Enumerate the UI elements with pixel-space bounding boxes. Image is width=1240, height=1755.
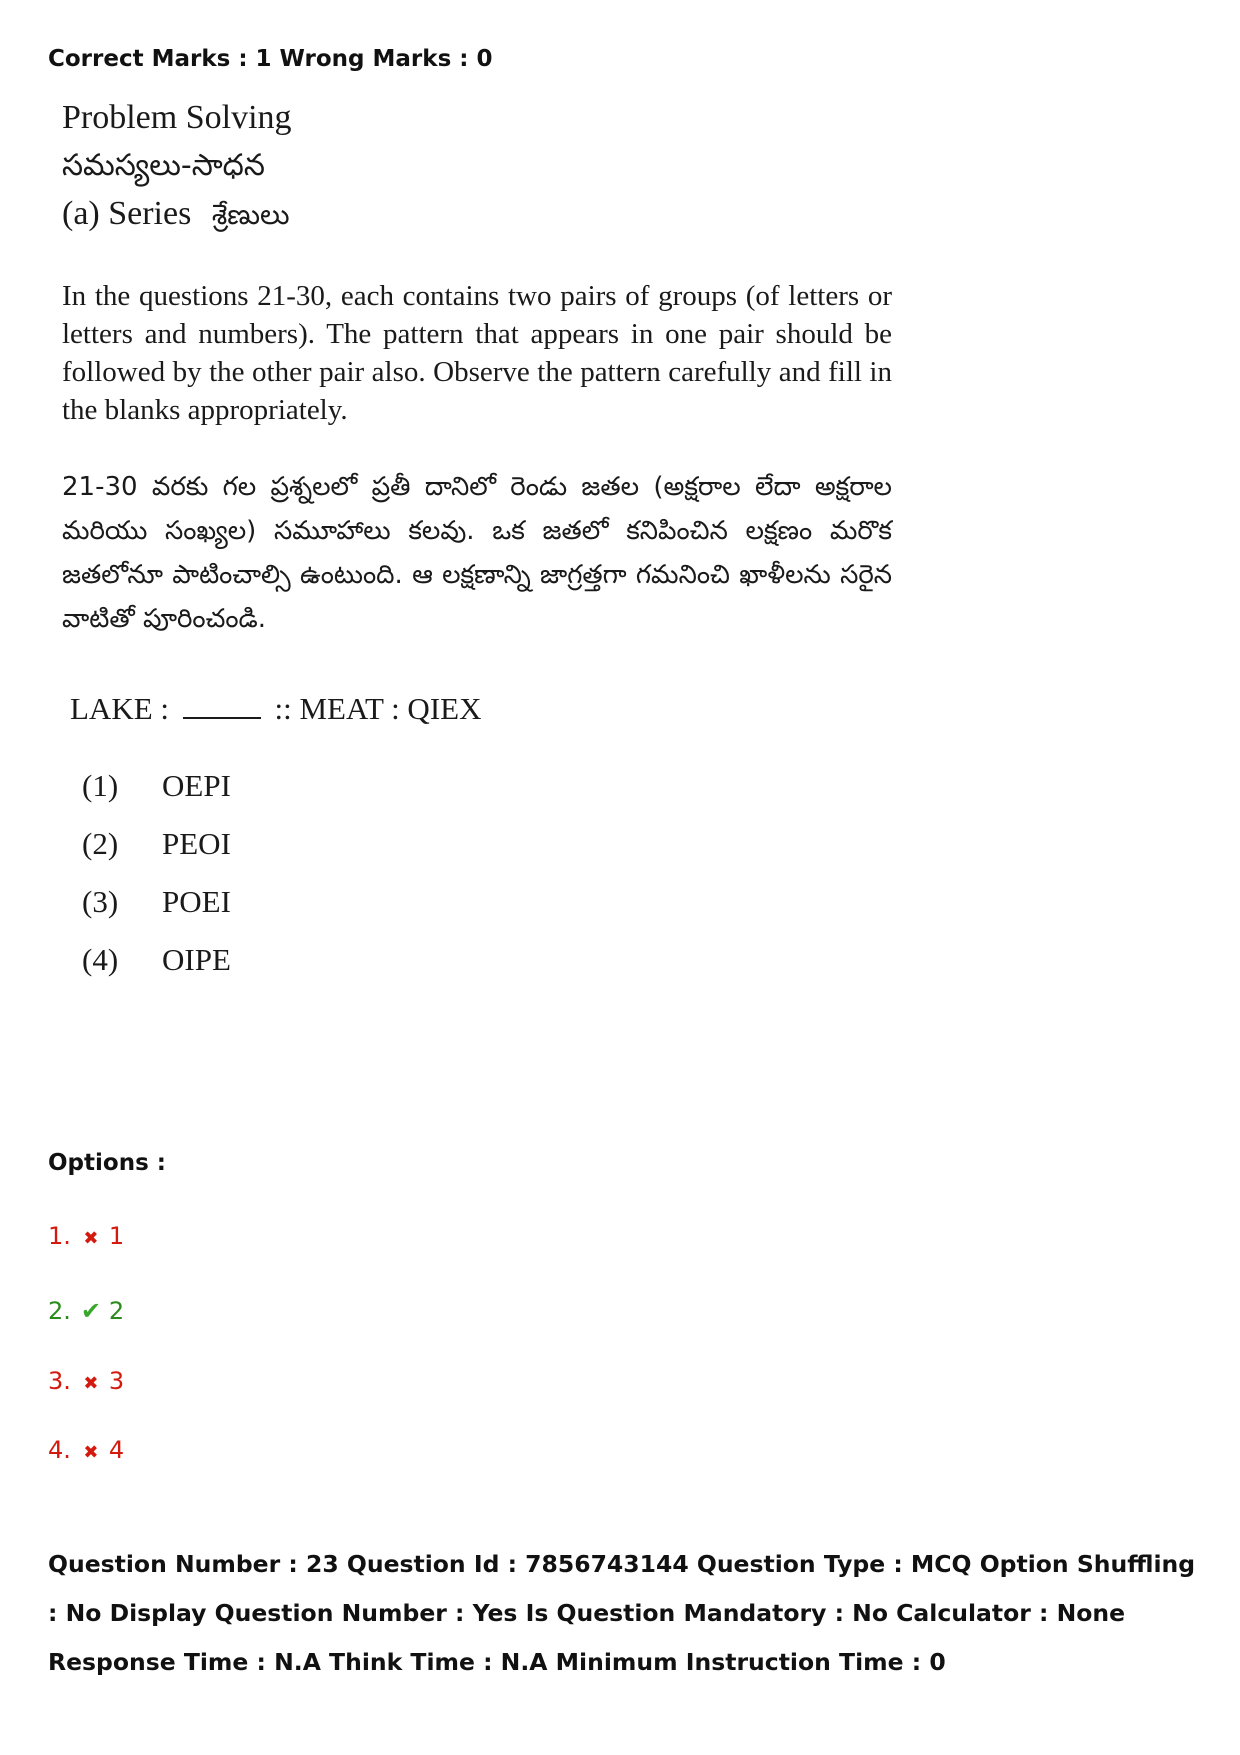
section-title: Problem Solving bbox=[62, 99, 292, 136]
question-image bbox=[62, 94, 902, 989]
choice-text: OIPE bbox=[162, 942, 231, 977]
subsection-label-telugu: శ్రేణులు bbox=[211, 198, 290, 231]
subsection-title bbox=[62, 190, 902, 239]
cross-icon: ✖ bbox=[83, 1373, 99, 1394]
option-4 bbox=[48, 1436, 124, 1464]
options-heading: Options : bbox=[48, 1150, 166, 1176]
choice-item bbox=[82, 931, 902, 989]
question-metadata: Question Number : 23 Question Id : 7856743144 Question Type : MCQ Option Shuffling : No Display Question Number : Yes Is Question Mandatory : No Calculator : None Response Time : N.A Think Time : N.A Minimum Instruction Time : 0 bbox=[48, 1550, 1196, 1676]
choice-number: (3) bbox=[82, 884, 119, 919]
option-label: 1 bbox=[108, 1222, 125, 1250]
choice-text: POEI bbox=[162, 884, 231, 919]
check-icon: ✔ bbox=[80, 1297, 101, 1325]
option-index: 4. bbox=[48, 1436, 71, 1464]
instructions-english: In the questions 21-30, each contains two pairs of groups (of letters or letters and numbers). The pattern that appears in one pair should be followed by the other pair also. Observe the pattern carefully and fill in the blanks appropriately. bbox=[62, 280, 892, 426]
choice-number: (2) bbox=[82, 826, 119, 861]
section-title-telugu: సమస్యలు-సాధన bbox=[62, 148, 265, 183]
subsection-label: (a) Series bbox=[62, 195, 192, 232]
choice-item bbox=[82, 757, 902, 815]
choice-number: (4) bbox=[82, 942, 119, 977]
option-label: 2 bbox=[108, 1297, 125, 1325]
option-2 bbox=[48, 1297, 124, 1325]
analogy-left: LAKE : bbox=[70, 691, 170, 726]
option-index: 1. bbox=[48, 1222, 71, 1250]
option-index: 2. bbox=[48, 1297, 71, 1325]
choice-item bbox=[82, 815, 902, 873]
analogy-right: :: MEAT : QIEX bbox=[274, 691, 482, 726]
option-label: 4 bbox=[108, 1436, 125, 1464]
choice-item bbox=[82, 873, 902, 931]
option-index: 3. bbox=[48, 1367, 71, 1395]
option-1 bbox=[48, 1222, 124, 1250]
instructions-telugu: 21-30 వరకు గల ప్రశ్నలలో ప్రతీ దానిలో రెండు జతల (అక్షరాల లేదా అక్షరాల మరియు సంఖ్యల) సమూహాలు కలవు. ఒక జతలో కనిపించిన లక్షణం మరొక జతలోనూ పాటించాల్సి ఉంటుంది. ఆ లక్షణాన్ని జాగ్రత్తగా గమనించి ఖాళీలను సరైన వాటితో పూరించండి. bbox=[62, 472, 892, 634]
option-3 bbox=[48, 1367, 124, 1395]
option-label: 3 bbox=[108, 1367, 125, 1395]
analogy-question bbox=[70, 689, 902, 727]
choice-text: PEOI bbox=[162, 826, 231, 861]
choice-text: OEPI bbox=[162, 768, 231, 803]
marks-line: Correct Marks : 1 Wrong Marks : 0 bbox=[48, 46, 493, 72]
cross-icon: ✖ bbox=[83, 1442, 99, 1463]
choice-number: (1) bbox=[82, 768, 119, 803]
cross-icon: ✖ bbox=[83, 1228, 99, 1249]
answer-choices bbox=[82, 757, 902, 989]
analogy-blank bbox=[183, 689, 261, 719]
